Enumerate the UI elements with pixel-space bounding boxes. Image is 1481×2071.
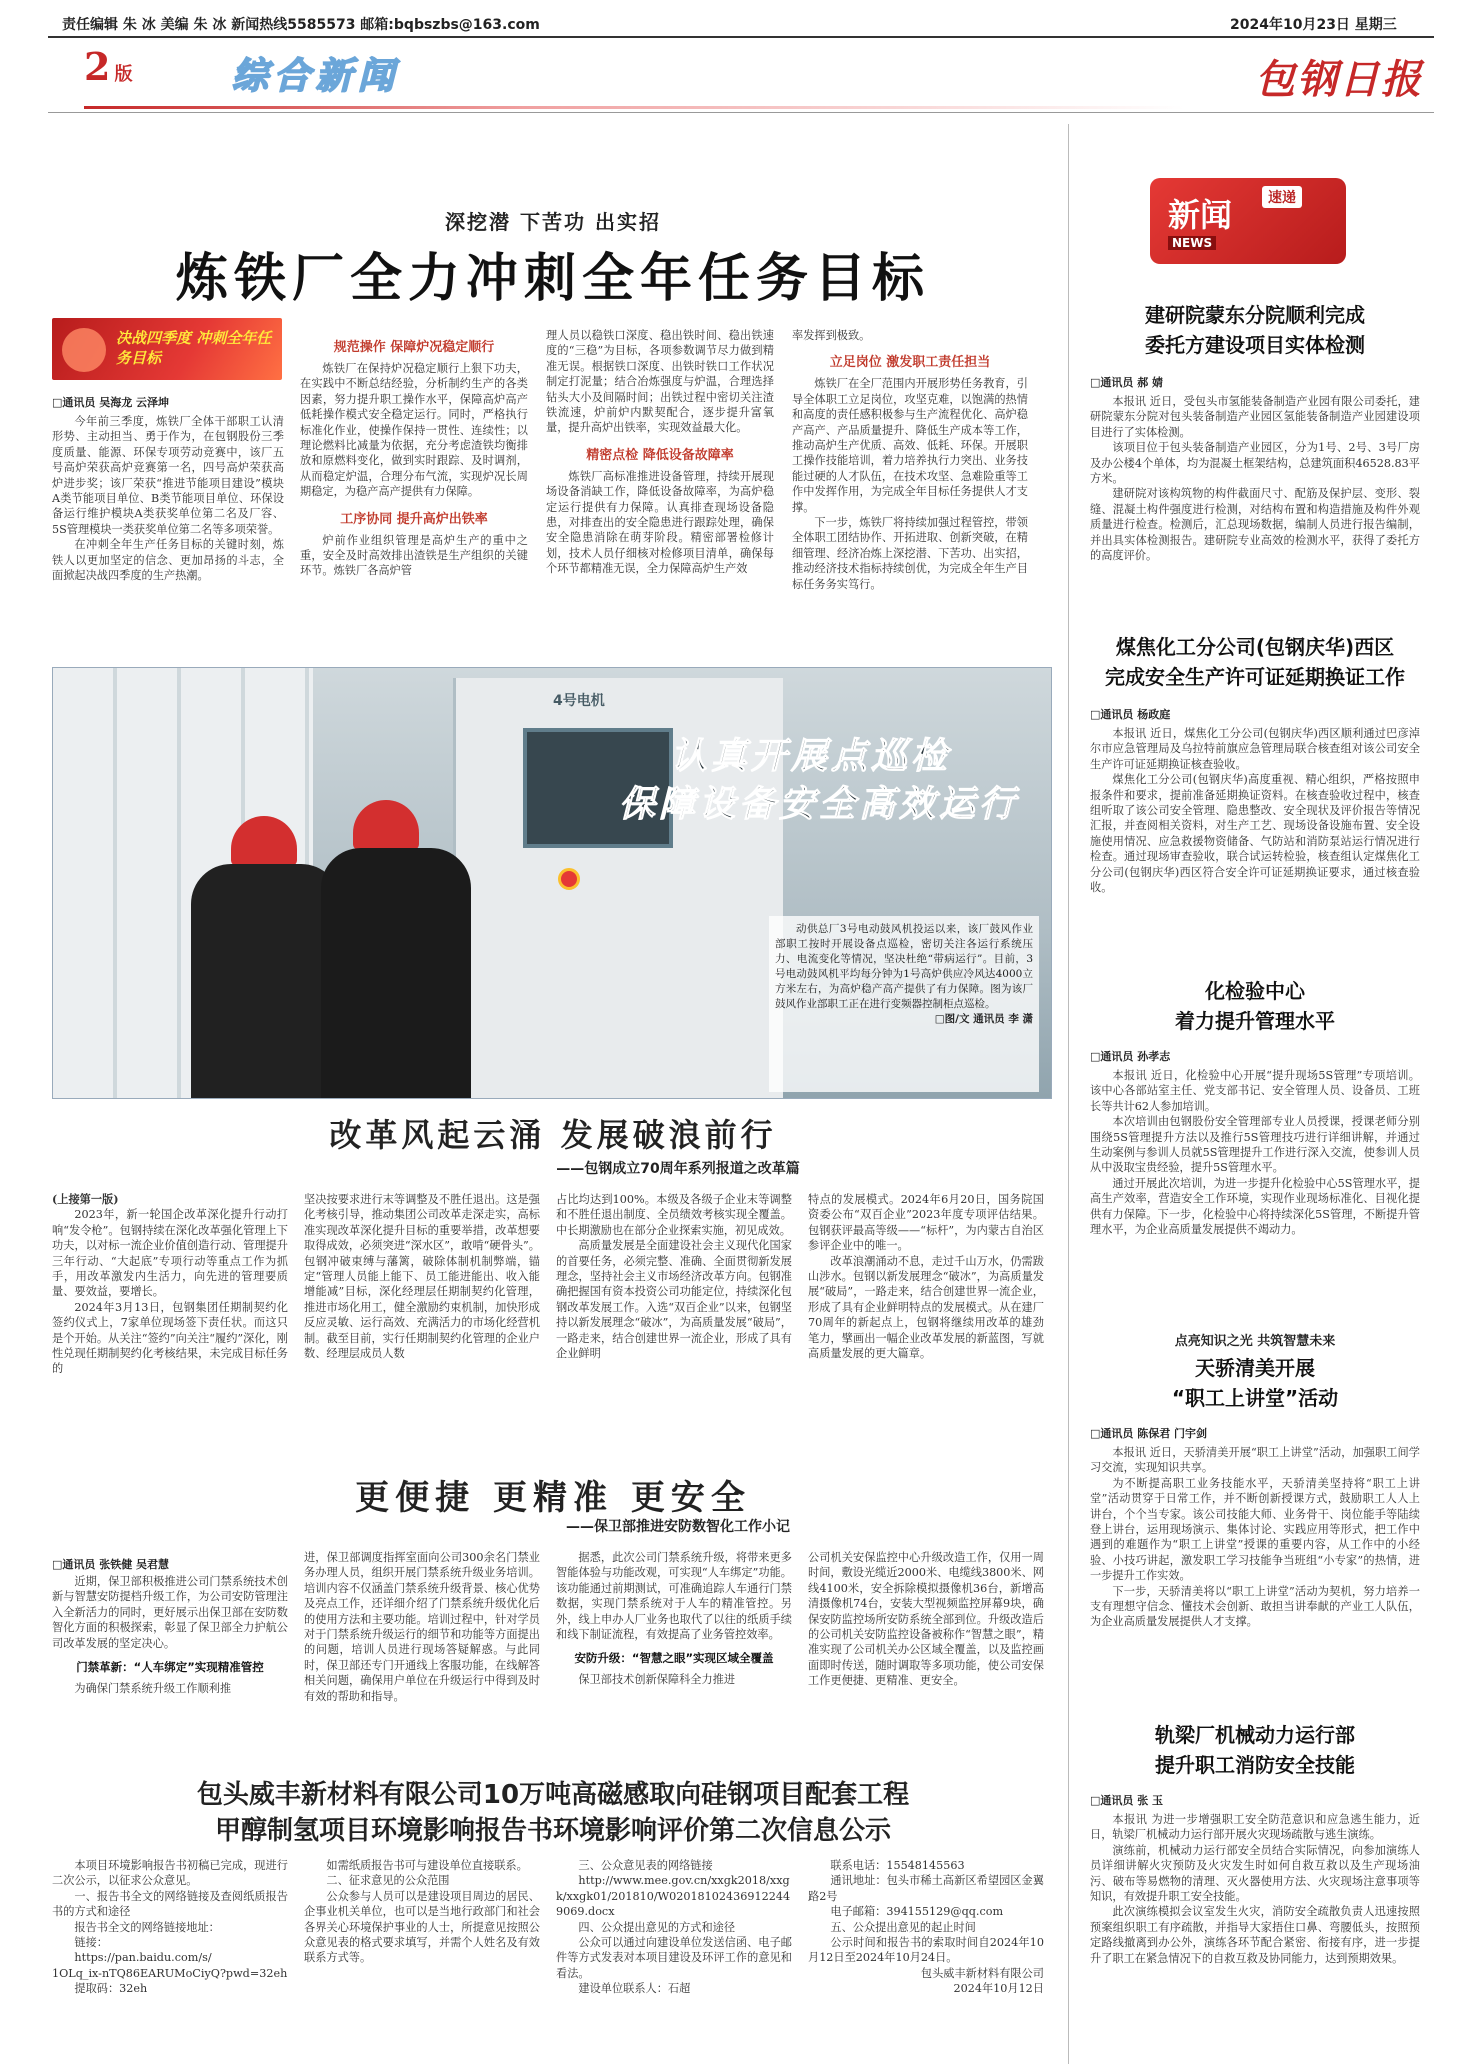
story-5-title-line: 轨梁厂机械动力运行部 — [1155, 1723, 1355, 1747]
notice-para: 公众可以通过向建设单位发送信函、电子邮件等方式发表对本项目建设及环评工作的意见和看法。 — [556, 1936, 792, 1980]
lead-badge — [52, 318, 282, 380]
story-5-byline: □通讯员 张 玉 — [1090, 1794, 1164, 1807]
page-number-digit: 2 — [84, 44, 111, 89]
story-para: 为不断提高职工业务技能水平，天骄清美坚持将“职工上讲堂”活动贯穿于日常工作，并不断创新授课方式，鼓励职工人人上讲台，个个当专家。该公司技能大师、业务骨干、岗位能手等陆续登上讲台，运用现场演示、集体讨论、实践应用等形式，把工作中遇到的难题作为“职工上讲堂”授课的重要内容，从工作中的小经验、小技巧讲起，激发职工学习技能争当班组“小专家”的热情，进一步提升工作实效。 — [1090, 1476, 1420, 1583]
notice-para: 二、征求意见的公众范围 — [326, 1874, 450, 1888]
notice-col-4 — [808, 1858, 1044, 1997]
story-para: 建研院对该构筑物的构件截面尺寸、配筋及保护层、变形、裂缝、混凝土构件强度进行检测，对结构布置和构造措施及构件外观质量进行检查。检测后，汇总现场数据，编制人员进行报告编制，并出具实体检测报告。建研院专业高效的检测水平，获得了委托方的高度评价。 — [1090, 487, 1420, 563]
reform-para: (上接第一版) — [52, 1192, 119, 1206]
story-para: 该项目位于包头装备制造产业园区，分为1号、2号、3号厂房及办公楼4个单体，均为混凝土框架结构，总建筑面积46528.83平方米。 — [1090, 441, 1420, 486]
notice-para: 联系电话：15548145563 — [830, 1859, 965, 1872]
story-para: 本报讯 近日，受包头市氢能装备制造产业园有限公司委托，建研院蒙东分院对包头装备制造产业园区氢能装备制造产业园建设项目进行了实体检测。 — [1090, 395, 1420, 439]
notice-para: 三、公众意见表的网络链接 — [578, 1859, 713, 1872]
security-byline: □通讯员 张铁健 吴君慧 — [52, 1558, 170, 1571]
notice-para: 提取码：32eh — [74, 1982, 148, 1996]
lead-subhead-2: 工序协同 提升高炉出铁率 — [340, 511, 488, 527]
photo-credit: □图/文 通讯员 李 潇 — [934, 1013, 1033, 1025]
story-4-title-line: “职工上讲堂”活动 — [1171, 1386, 1339, 1410]
photo-caption: 动供总厂3号电动鼓风机投运以来，该厂鼓风作业部职工按时开展设备点巡检，密切关注各运行系统压力、电流变化等情况，坚决杜绝“带病运行”。目前，3号电动鼓风机平均每分钟为1号高炉供应冷风达4000立方米左右，为高炉稳产高产提供了有力保障。图为该厂鼓风作业部职工正在进行变频器控制柜点巡检。 — [775, 923, 1033, 1010]
lead-col4-para: 率发挥到极致。 — [792, 329, 871, 342]
story-1-byline: □通讯员 郝 婧 — [1090, 376, 1164, 389]
worker-body — [191, 864, 341, 1099]
header-date: 2024年10月23日 星期三 — [1230, 17, 1397, 33]
security-col-1 — [52, 1574, 288, 1696]
lead-col4-para: 下一步，炼铁厂将持续加强过程管控，带领全体职工团结协作、开拓进取、创新突破，在精细管理、经济冶炼上深挖潜、下苦功、出实招，推动经济技术指标持续创优，为完成全年生产目标任务务实笃行。 — [792, 516, 1028, 591]
lead-article — [48, 118, 1058, 658]
photo-block — [52, 667, 1052, 1099]
photo-caption-box — [769, 916, 1039, 1092]
reform-subtitle: ——包钢成立70周年系列报道之改革篇 — [556, 1161, 800, 1177]
notice-para: 2024年10月12日 — [953, 1982, 1044, 1996]
reform-para: 改革浪潮涌动不息，走过千山万水，仍需跋山涉水。包钢以新发展理念“破冰”，为高质量发展“破局”，一路走来，结合创建世界一流企业，形成了具有企业鲜明特点的发展模式。从在建厂70周年的新起点上，包钢将继续用改革的雄劲笔力，擘画出一幅企业改革发展的新蓝图，写就高质量发展的更大篇章。 — [808, 1254, 1044, 1361]
reform-para: 高质量发展是全面建设社会主义现代化国家的首要任务，必须完整、准确、全面贯彻新发展理念，坚持社会主义市场经济改革方向。包钢准确把握国有资本投资公司功能定位，持续深化包钢改革发展工作。入选“双百企业”以来，包钢坚持以新发展理念“破冰”，为高质量发展“破局”，一路走来，结合创建世界一流企业，形成了具有企业鲜明 — [556, 1239, 792, 1361]
notice-link[interactable]: https://pan.baidu.com/s/ — [74, 1951, 212, 1965]
lead-col2-para: 炼铁厂在保持炉况稳定顺行上狠下功夫，在实践中不断总结经验，分析制约生产的各类因素，努力提升职工操作水平，保障高炉高产低耗操作模式安全稳定运行。同时，严格执行标准化作业，使操作保持一贯性、连续性；以理论燃料比减量为依据，充分考虑渣铁均衡排放和原燃料变化，做到实时跟踪、及时调剂，从而稳定炉温，合理分布气流，实现炉况长周期稳定，为稳产高产提供有力保障。 — [300, 362, 528, 499]
lead-kicker: 深挖潜 下苦功 出实招 — [445, 210, 661, 234]
story-para: 本报讯 近日，天骄清美开展“职工上讲堂”活动，加强职工间学习交流，实现知识共享。 — [1090, 1446, 1420, 1475]
red-button-icon — [558, 868, 580, 890]
sidebar-story-1 — [1090, 300, 1420, 563]
lead-col-4 — [792, 328, 1028, 592]
reform-para: 占比均达到100%。本级及各级子企业末等调整和不胜任退出制度、全员绩效考核实现全覆盖。中长期激励也在部分企业探索实施，初见成效。 — [556, 1193, 792, 1237]
lead-subhead-3: 精密点检 降低设备故障率 — [586, 447, 734, 463]
story-5-title-line: 提升职工消防安全技能 — [1155, 1753, 1355, 1777]
header-rule — [48, 36, 1434, 38]
story-3-body — [1090, 1068, 1420, 1237]
security-para: 保卫部技术创新保障科全力推进 — [578, 1673, 736, 1687]
story-1-body — [1090, 394, 1420, 563]
reform-col-1 — [52, 1192, 288, 1377]
lead-col2-para: 炉前作业组织管理是高炉生产的重中之重，安全及时高效排出渣铁是生产组织的关键环节。炼铁厂各高炉管 — [300, 533, 528, 578]
news-brief-badge — [1150, 178, 1346, 264]
lead-col3-para: 炼铁厂高标准推进设备管理，持续开展现场设备消缺工作，降低设备故障率，为高炉稳定运行提供有力保障。认真排查现场设备隐患，对排查出的安全隐患进行跟踪处理，确保安全隐患消除在萌芽阶段。精密部署检修计划，技术人员仔细核对检修项目清单，确保每个环节都精准无误，全力保障高炉生产效 — [546, 469, 774, 576]
story-2-byline: □通讯员 杨政庭 — [1090, 708, 1171, 721]
cabinet-label: 4号电机 — [553, 693, 605, 709]
reform-article — [48, 1110, 1058, 1470]
security-article — [48, 1470, 1058, 1770]
notice-para: 包头威丰新材料有限公司 — [920, 1966, 1044, 1980]
story-para: 通过开展此次培训，为进一步提升化检验中心5S管理水平，提高生产效率，营造安全工作环境，实现作业现场标准化、目视化提供有力保障。下一步，化检验中心将持续深化5S管理，不断提升管理水平，为企业高质量发展提供不竭动力。 — [1090, 1176, 1420, 1237]
photo-overlay-text-2: 保障设备安全高效运行 — [619, 783, 1020, 825]
security-subhead-2: 安防升级：“智慧之眼”实现区域全覆盖 — [574, 1651, 774, 1666]
reform-col-4 — [808, 1192, 1044, 1361]
story-para: 煤焦化工分公司(包钢庆华)高度重视、精心组织，严格按照申报条件和要求，提前准备延期换证资料。在核查验收过程中，核查组听取了该公司安全管理、隐患整改、安全现状及评价报告等情况汇报，并查阅相关资料，对生产工艺、现场设备设施布置、安全设施使用情况、应急救援物资储备、气防站和消防泵站运行情况进行检查。通过现场审查验收，联合试运转检验，核查组认定煤焦化工分公司(包钢庆华)西区符合安全许可证延期换证要求，通过核查验收。 — [1090, 773, 1420, 895]
notice-para: 通讯地址：包头市稀土高新区希望园区金翼路2号 — [808, 1874, 1044, 1903]
reform-para: 2024年3月13日，包钢集团任期制契约化签约仪式上，7家单位现场签下责任状。而这只是个开始。从关注“签约”向关注“履约”深化，刚性兑现任期制契约化考核结果，未完成目标任务的 — [52, 1300, 288, 1376]
story-para: 下一步，天骄清美将以“职工上讲堂”活动为契机，努力培养一支有理想守信念、懂技术会创新、敢担当讲奉献的产业工人队伍，为企业高质量发展提供人才支撑。 — [1090, 1584, 1420, 1629]
notice-col-3 — [556, 1858, 792, 1997]
sidebar-story-3 — [1090, 976, 1420, 1237]
story-2-body — [1090, 726, 1420, 895]
reform-para: 2023年，新一轮国企改革深化提升行动打响“发令枪”。包钢持续在深化改革强化管理上下功夫，以对标一流企业价值创造行动、管理提升三年行动、“大起底”专项行动等重点工作为抓手，用改革激发内生活力，向先进的管理要质量、要效益，要增长。 — [52, 1208, 288, 1299]
notice-para: 五、公众提出意见的起止时间 — [830, 1920, 976, 1934]
story-4-title-line: 天骄清美开展 — [1195, 1356, 1315, 1380]
lead-col4-para: 炼铁厂在全厂范围内开展形势任务教育，引导全体职工立足岗位，攻坚克难，以饱满的热情和高度的责任感积极参与生产流程优化、高炉稳产高产、产品质量提升、降低生产成本等工作，推动高炉生产优质、高效、低耗、环保。开展职工操作技能培训，着力培养执行力突出、业务技能过硬的人才队伍，在技术攻坚、急难险重等工作中发挥作用，为完成全年目标任务提供人才支撑。 — [792, 377, 1028, 514]
story-para: 演练前，机械动力运行部安全员结合实际情况，向参加演练人员详细讲解火灾预防及火灾发生时如何自救互救以及生产现场油污、破布等易燃物的清理、灭火器使用方法、火灾现场注意事项等知识，有效提升职工安全技能。 — [1090, 1843, 1420, 1904]
lead-badge-text: 决战四季度 冲刺全年任务目标 — [116, 329, 272, 367]
notice-col-1 — [52, 1858, 288, 1997]
lead-col3-para: 理人员以稳铁口深度、稳出铁时间、稳出铁速度的“三稳”为目标，各项参数调节尽力做到精准无误。根据铁口深度、出铁时铁口工作状况制定打泥量；结合冶炼强度与炉温，合理选择钻头大小及间隔时间；出铁过程中密切关注渣铁流速，炉前炉内默契配合，逐步提升富氧量，提升高炉出铁率，实现效益最大化。 — [546, 329, 774, 435]
reform-para: 坚决按要求进行末等调整及不胜任退出。这是强化考核引导，推动集团公司改革走深走实，高标准实现改革深化提升目标的重要举措，改革想要取得成效，必须突进“深水区”，敢啃“硬骨头”。包钢冲破束缚与藩篱，破除体制机制弊端，锚定“管理人员能上能下、员工能进能出、收入能增能减”目标，深化经理层任期制契约化管理，推进市场化用工，健全激励约束机制，加快形成反应灵敏、运行高效、充满活力的市场化经营机制。截至目前，实行任期制契约化管理的企业户数、经理层成员人数 — [304, 1193, 540, 1361]
masthead-swoosh — [84, 106, 1184, 109]
page-number — [84, 44, 132, 89]
story-4-body — [1090, 1445, 1420, 1630]
lead-subhead-4: 立足岗位 激发职工责任担当 — [829, 355, 991, 371]
header-editors: 责任编辑 朱 冰 美编 朱 冰 新闻热线5585573 邮箱:bqbszbs@163.com — [62, 17, 540, 33]
notice-link[interactable]: http://www.mee.gov.cn/xxgk2018/xxgk/xxgk01/201810/W020181024369122449069.docx — [556, 1874, 791, 1919]
notice-para: 四、公众提出意见的方式和途径 — [578, 1920, 736, 1934]
story-3-title-line: 化检验中心 — [1205, 979, 1305, 1003]
notice-para: 如需纸质报告书可与建设单位直接联系。 — [326, 1859, 528, 1872]
lead-subhead-1: 规范操作 保障炉况稳定顺行 — [333, 340, 495, 355]
security-subtitle: ——保卫部推进安防数智化工作小记 — [566, 1519, 790, 1535]
masthead-rule — [48, 112, 1434, 113]
notice-para: 公众参与人员可以是建设项目周边的居民、企事业机关单位，也可以是当地行政部门和社会各界关心环境保护事业的人士，所提意见按照公众意见表的格式要求填写，并需个人姓名及有效联系方式等。 — [304, 1889, 540, 1965]
lead-col-1 — [52, 414, 284, 583]
reform-para: 特点的发展模式。2024年6月20日，国务院国资委公布“双百企业”2023年度专项评估结果。包钢获评最高等级——“标杆”，为内蒙古自治区参评企业中的唯一。 — [808, 1193, 1044, 1253]
security-para: 进，保卫部调度指挥室面向公司300余名门禁业务办理人员，组织开展门禁系统升级业务培训。培训内容不仅涵盖门禁系统升级背景、核心优势及亮点工作，还详细介绍了门禁系统升级优化后的使用方法和主要功能。培训过程中，针对学员对于门禁系统升级运行的细节和功能等方面提出的问题，培训人员进行现场答疑解惑。与此同时，保卫部还专门开通线上客服功能，在线解答相关问题，确保用户单位在升级运行中得到及时有效的帮助和指导。 — [304, 1551, 540, 1703]
story-4-kicker: 点亮知识之光 共筑智慧未来 — [1174, 1334, 1336, 1349]
security-col-2 — [304, 1550, 540, 1704]
lead-col-3 — [546, 328, 774, 577]
lead-byline: □通讯员 吴海龙 云泽坤 — [52, 396, 170, 409]
news-brief-en: NEWS — [1168, 236, 1216, 250]
sidebar-story-5 — [1090, 1720, 1420, 1966]
photo-overlay-text-1: 认真开展点巡检 — [671, 735, 952, 777]
security-subhead-1: 门禁革新：“人车绑定”实现精准管控 — [76, 1660, 264, 1675]
story-para: 此次演练模拟会议室发生火灾，消防安全疏散负责人迅速按照预案组织职工有序疏散，并指导大家捂住口鼻、弯腰低头，按照预定路线撤离到办公外，演练各环节配合紧密、衔接有序，进一步提升了职工在紧急情况下的自救互救及协同能力，达到预期效果。 — [1090, 1905, 1420, 1965]
security-para: 据悉，此次公司门禁系统升级，将带来更多智能体验与功能改观，可实现“人车绑定”功能。该功能通过前期测试，可准确追踪人车通行门禁数据，实现门禁系统对于人车的精准管控。另外，线上申办人厂业务也取代了以往的纸质手续和线下制证流程，有效提高了业务管控效率。 — [556, 1551, 792, 1642]
security-para: 公司机关安保监控中心升级改造工作，仅用一周时间，敷设光缆近2000米、电缆线3800米、网线4100米，安全拆除模拟摄像机36台，新增高清摄像机74台，安装大型视频监控屏幕9块，确保安防监控场所安防系统全部到位。升级改造后的公司机关安防监控设备被称作“智慧之眼”，精准实现了公司机关办公区域全覆盖，以及监控画面即时传送，随时调取等多项功能，使公司安保工作更便捷、更精准、更安全。 — [808, 1551, 1044, 1688]
story-para: 本次培训由包钢股份安全管理部专业人员授课，授课老师分别围绕5S管理提升方法以及推行5S管理技巧进行详细讲解，并通过生动案例与参训人员就5S管理提升工作进行深入交流，使参训人员从中汲取宝贵经验，提升5S管理水平。 — [1090, 1115, 1420, 1175]
notice-block — [48, 1770, 1058, 2065]
lead-col1-para: 在冲刺全年生产任务目标的关键时刻，炼铁人以更加坚定的信念、更加昂扬的斗志，全面掀起决战四季度的生产热潮。 — [52, 538, 284, 583]
reform-col-2 — [304, 1192, 540, 1361]
story-para: 本报讯 为进一步增强职工安全防范意识和应急逃生能力，近日，轨梁厂机械动力运行部开展火灾现场疏散与逃生演练。 — [1090, 1813, 1420, 1842]
notice-title-1: 包头威丰新材料有限公司10万吨高磁感取向硅钢项目配套工程 — [196, 1780, 910, 1810]
reform-col-3 — [556, 1192, 792, 1361]
sidebar-divider — [1068, 124, 1069, 2064]
story-4-byline: □通讯员 陈保君 门宇剑 — [1090, 1427, 1208, 1440]
security-para: 近期，保卫部积极推进公司门禁系统技术创新与智慧安防提档升级工作，为公司安防管理注入全新活力的同时，更好展示出保卫部在安防数智化方面的积极探索，彰显了保卫部全力护航公司改革发展的坚定决心。 — [52, 1575, 288, 1650]
story-3-byline: □通讯员 孙孝志 — [1090, 1050, 1171, 1063]
lead-col1-para: 今年前三季度，炼铁厂全体干部职工认清形势、主动担当、勇于作为，在包钢股份三季度质量、能源、环保专项劳动竞赛中，该厂五号高炉荣获高炉竞赛第一名，四号高炉荣获高炉进步奖；该厂荣获“推进节能项目建设”模块A类节能项目单位、B类节能项目单位、环保设备运行维护模块A类获奖单位第二名及厂容、5S管理模块一类获奖单位第二名等多项荣誉。 — [52, 415, 284, 536]
security-col-4 — [808, 1550, 1044, 1689]
sidebar-story-2 — [1090, 632, 1420, 895]
masthead-logo: 包钢日报 — [1255, 56, 1423, 103]
page-number-unit: 版 — [114, 64, 133, 85]
lead-title: 炼铁厂全力冲刺全年任务目标 — [175, 249, 930, 309]
story-1-title-line: 委托方建设项目实体检测 — [1145, 333, 1365, 357]
story-2-title-line: 完成安全生产许可证延期换证工作 — [1105, 665, 1405, 689]
story-2-title-line: 煤焦化工分公司(包钢庆华)西区 — [1115, 635, 1395, 659]
section-title: 综合新闻 — [232, 56, 401, 97]
news-brief-title: 新闻 — [1168, 196, 1233, 234]
lead-col-2 — [300, 328, 528, 579]
worker-helmet — [353, 800, 419, 850]
fist-icon — [62, 328, 106, 372]
notice-para: 建设单位联系人：石超 — [578, 1982, 691, 1996]
notice-para: 链接： — [74, 1936, 108, 1950]
notice-title-2: 甲醇制氢项目环境影响报告书环境影响评价第二次信息公示 — [214, 1816, 891, 1846]
story-1-title-line: 建研院蒙东分院顺利完成 — [1145, 303, 1365, 327]
notice-link[interactable]: 1OLq_ix-nTQ86EARUMoCiyQ?pwd=32eh — [52, 1966, 288, 1980]
story-para: 本报讯 近日，化检验中心开展“提升现场5S管理”专项培训。该中心各部站室主任、党支部书记、安全管理人员、设备员、工班长等共计62人参加培训。 — [1090, 1069, 1420, 1113]
security-col-3 — [556, 1550, 792, 1688]
worker-body — [321, 848, 471, 1099]
story-5-body — [1090, 1812, 1420, 1966]
story-3-title-line: 着力提升管理水平 — [1175, 1009, 1335, 1033]
notice-para: 本项目环境影响报告书初稿已完成，现进行二次公示，以征求公众意见。 — [52, 1859, 288, 1888]
news-brief-sub: 速递 — [1262, 186, 1302, 208]
security-para: 为确保门禁系统升级工作顺利推 — [74, 1682, 232, 1696]
notice-para: 电子邮箱：394155129@qq.com — [830, 1905, 1004, 1919]
notice-para: 公示时间和报告书的索取时间自2024年10月12日至2024年10月24日。 — [808, 1936, 1044, 1965]
notice-para: 报告书全文的网络链接地址： — [74, 1920, 220, 1934]
sidebar-story-4 — [1090, 1330, 1420, 1630]
notice-para: 一、报告书全文的网络链接及查阅纸质报告书的方式和途径 — [52, 1889, 288, 1919]
reform-title: 改革风起云涌 发展破浪前行 — [329, 1116, 777, 1154]
notice-col-2 — [304, 1858, 540, 1966]
story-para: 本报讯 近日，煤焦化工分公司(包钢庆华)西区顺利通过巴彦淖尔市应急管理局及乌拉特前旗应急管理局联合核查组对该公司安全生产许可证延期换证核查验收。 — [1090, 727, 1420, 771]
security-title: 更便捷 更精准 更安全 — [355, 1478, 751, 1518]
